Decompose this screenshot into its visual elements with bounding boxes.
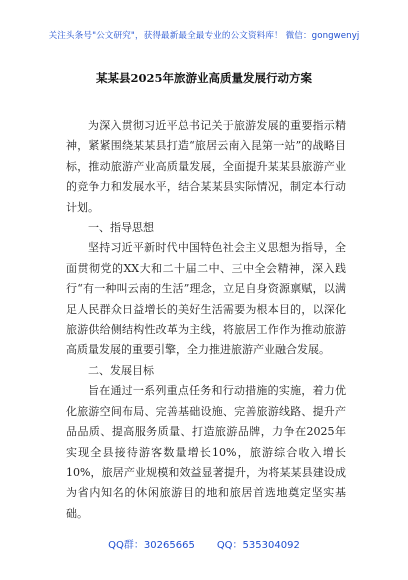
footer-qq: QQ：535304092 [216,540,300,551]
section-heading-development-goals: 二、发展目标 [88,363,154,377]
intro-paragraph: 为深入贯彻习近平总书记关于旅游发展的重要指示精神，紧紧围绕某某县打造“旅居云南入昆第一站”的战略目标，推动旅游产业高质量发展，全面提升某某县旅游产业的竞争力和发展水平，结合某某县实际情况，制定本行动计划。 [66,119,346,214]
document-body [66,116,346,524]
section-paragraph-guiding-ideology: 坚持习近平新时代中国特色社会主义思想为指导，全面贯彻党的XX大和二十届二中、三中全会精神，深入践行“有一种叫云南的生活”理念，立足自身资源禀赋，以满足人民群众日益增长的美好生活需要为根本目的，以深化旅游供给侧结构性改革为主线，将旅居工作作为推动旅游高质量发展的重要引擎，全力推进旅游产业融合发展。 [66,241,346,357]
footer-qq-group: QQ群：30265665 [108,540,195,551]
header-promo-note: 关注头条号"公文研究"，获得最新最全最专业的公文资料库！ 微信：gongwenyj [48,31,360,41]
section-heading-guiding-ideology: 一、指导思想 [88,221,154,235]
section-paragraph-development-goals: 旨在通过一系列重点任务和行动措施的实施，着力优化旅游空间布局、完善基础设施、完善旅游线路、提升产品品质、提高服务质量、打造旅游品牌，力争在2025年实现全县接待游客数量增长10%，旅游综合收入增长10%，旅居产业规模和效益显著提升，为将某某县建设成为省内知名的休闲旅游目的地和旅居首选地奠定坚实基础。 [66,384,346,520]
footer-contact [0,536,408,551]
document-title: 某某县2025年旅游业高质量发展行动方案 [95,71,312,85]
